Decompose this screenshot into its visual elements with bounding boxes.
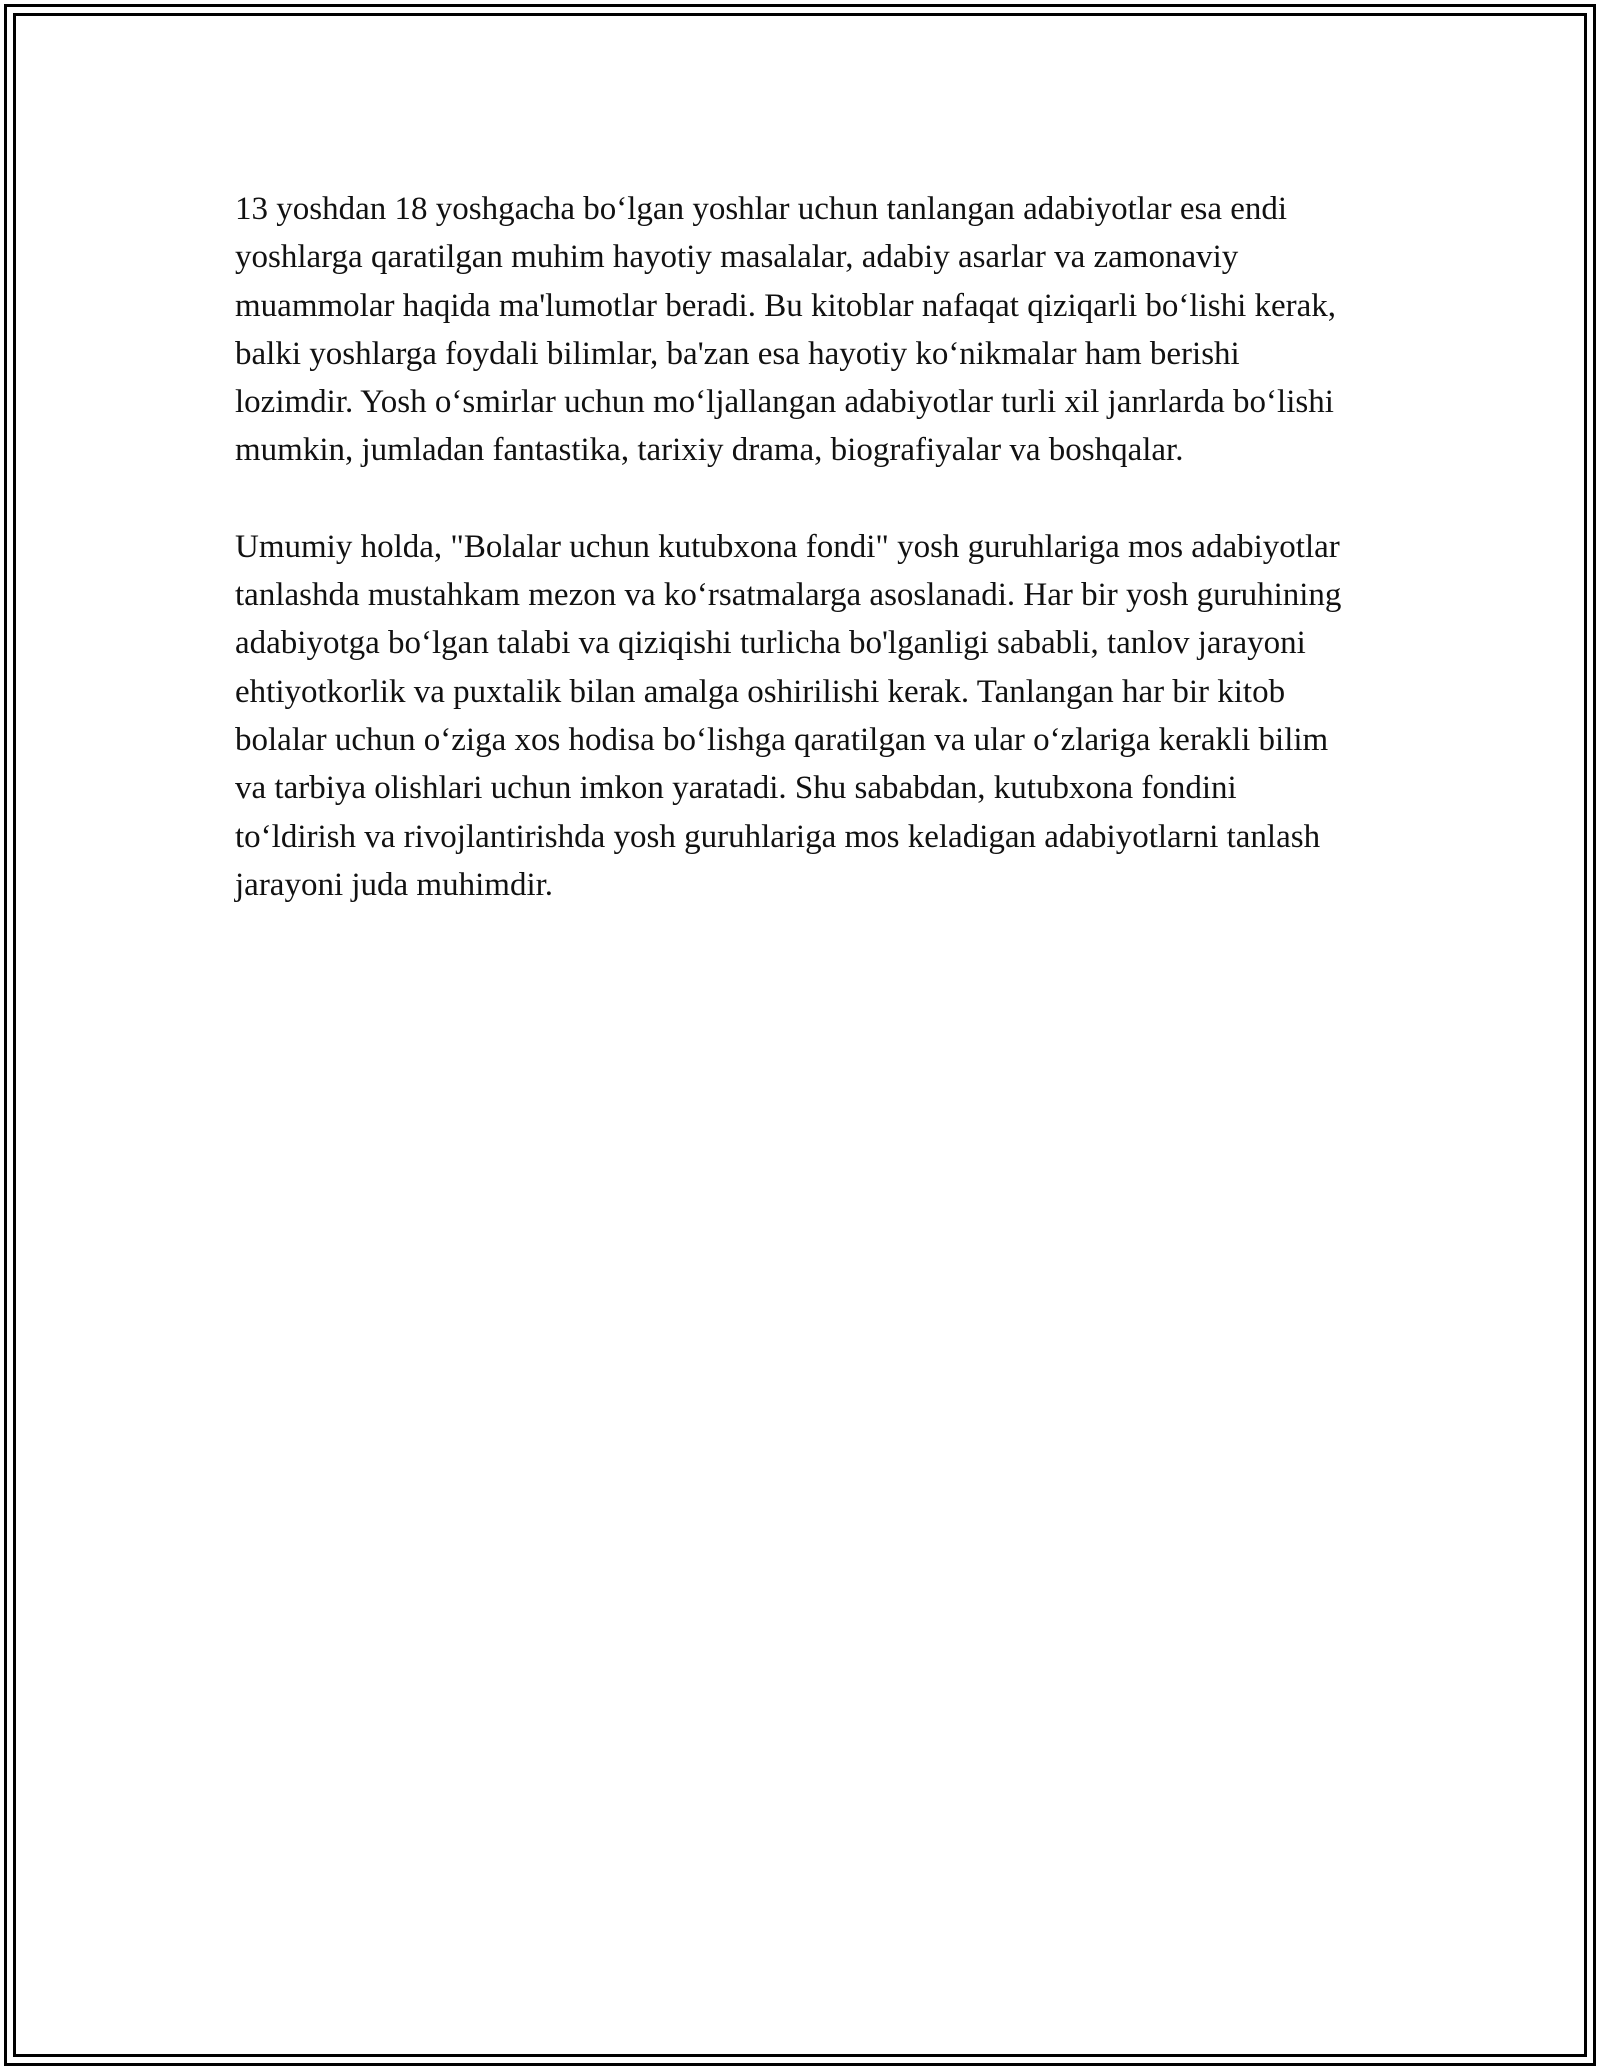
paragraph-2: Umumiy holda, "Bolalar uchun kutubxona fondi" yosh guruhlariga mos adabiyotlar tanlashda mustahkam mezon va ko‘rsatmalarga asoslanadi. Har bir yosh guruhining adabiyotga bo‘lgan talabi va qiziqishi turlicha bo'lganligi sababli, tanlov jarayoni ehtiyotkorlik va puxtalik bilan amalga oshirilishi kerak. Tanlangan har bir kitob bolalar uchun o‘ziga xos hodisa bo‘lishga qaratilgan va ular o‘zlariga kerakli bilim va tarbiya olishlari uchun imkon yaratadi. Shu sababdan, kutubxona fondini to‘ldirish va rivojlantirishda yosh guruhlariga mos keladigan adabiyotlarni tanlash jarayoni juda muhimdir. xyxy=(235,528,1342,903)
page-body xyxy=(235,185,1365,957)
paragraph-1: 13 yoshdan 18 yoshgacha bo‘lgan yoshlar uchun tanlangan adabiyotlar esa endi yoshlarga qaratilgan muhim hayotiy masalalar, adabiy asarlar va zamonaviy muammolar haqida ma'lumotlar beradi. Bu kitoblar nafaqat qiziqarli bo‘lishi kerak, balki yoshlarga foydali bilimlar, ba'zan esa hayotiy ko‘nikmalar ham berishi lozimdir. Yosh o‘smirlar uchun mo‘ljallangan adabiyotlar turli xil janrlarda bo‘lishi mumkin, jumladan fantastika, tarixiy drama, biografiyalar va boshqalar. xyxy=(235,191,1337,469)
